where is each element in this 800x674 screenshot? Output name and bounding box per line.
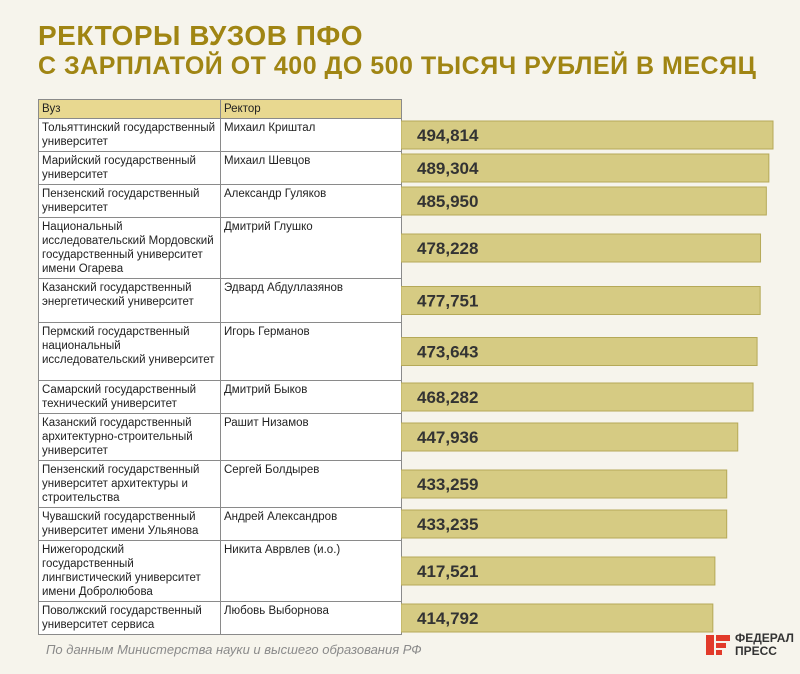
logo	[705, 632, 794, 658]
university-cell: Самарский государственный технический университет	[39, 381, 221, 414]
university-cell: Пензенский государственный университет	[39, 185, 221, 218]
bar-value-label: 478,228	[417, 239, 479, 258]
bar-value-label: 494,814	[417, 126, 479, 145]
page-subtitle: С ЗАРПЛАТОЙ ОТ 400 ДО 500 ТЫСЯЧ РУБЛЕЙ В МЕСЯЦ	[38, 52, 757, 80]
logo-line1: ФЕДЕРАЛ	[735, 631, 794, 645]
table-row	[39, 119, 402, 152]
rector-cell: Михаил Шевцов	[221, 152, 402, 185]
table-header-row	[39, 100, 402, 119]
table-row	[39, 279, 402, 323]
rectors-table	[38, 99, 402, 635]
bar-value-label: 433,235	[417, 515, 479, 534]
table-row	[39, 218, 402, 279]
table-row	[39, 152, 402, 185]
rector-cell: Эдвард Абдуллазянов	[221, 279, 402, 323]
university-cell: Пермский государственный национальный исследовательский университет	[39, 323, 221, 381]
header-rector: Ректор	[221, 100, 402, 119]
table-row	[39, 602, 402, 635]
bar-value-label: 477,751	[417, 291, 479, 311]
rector-cell: Рашит Низамов	[221, 414, 402, 461]
university-cell: Марийский государственный университет	[39, 152, 221, 185]
university-cell: Пензенский государственный университет архитектуры и строительства	[39, 461, 221, 508]
header-university: Вуз	[39, 100, 221, 119]
bar-value-label: 417,521	[417, 562, 479, 581]
rector-cell: Александр Гуляков	[221, 185, 402, 218]
salary-bar-chart	[401, 99, 781, 634]
university-cell: Нижегородский государственный лингвистический университет имени Добролюбова	[39, 541, 221, 602]
bar-value-label: 485,950	[417, 192, 479, 211]
rector-cell: Игорь Германов	[221, 323, 402, 381]
table-row	[39, 323, 402, 381]
bar-value-label: 414,792	[417, 609, 479, 628]
university-cell: Чувашский государственный университет имени Ульянова	[39, 508, 221, 541]
bar-value-label: 433,259	[417, 475, 479, 494]
rector-cell: Дмитрий Глушко	[221, 218, 402, 279]
university-cell: Поволжский государственный университет сервиса	[39, 602, 221, 635]
table-row	[39, 381, 402, 414]
table-row	[39, 508, 402, 541]
university-cell: Казанский государственный архитектурно-строительный университет	[39, 414, 221, 461]
bar-value-label: 489,304	[417, 159, 479, 178]
bar-value-label: 473,643	[417, 342, 479, 362]
rector-cell: Михаил Криштал	[221, 119, 402, 152]
rector-cell: Дмитрий Быков	[221, 381, 402, 414]
table-row	[39, 185, 402, 218]
table-row	[39, 541, 402, 602]
federalpress-logo-icon	[705, 632, 731, 658]
university-cell: Казанский государственный энергетический университет	[39, 279, 221, 323]
bar-value-label: 447,936	[417, 428, 479, 447]
rector-cell: Любовь Выборнова	[221, 602, 402, 635]
logo-line2: ПРЕСС	[735, 644, 777, 658]
page-title: РЕКТОРЫ ВУЗОВ ПФО	[38, 20, 364, 51]
rector-cell: Никита Аврвлев (и.о.)	[221, 541, 402, 602]
university-cell: Национальный исследовательский Мордовский государственный университет имени Огарева	[39, 218, 221, 279]
rector-cell: Андрей Александров	[221, 508, 402, 541]
table-row	[39, 461, 402, 508]
source-note: По данным Министерства науки и высшего образования РФ	[46, 642, 422, 657]
university-cell: Тольяттинский государственный университет	[39, 119, 221, 152]
bar-value-label: 468,282	[417, 388, 479, 407]
table-row	[39, 414, 402, 461]
rector-cell: Сергей Болдырев	[221, 461, 402, 508]
